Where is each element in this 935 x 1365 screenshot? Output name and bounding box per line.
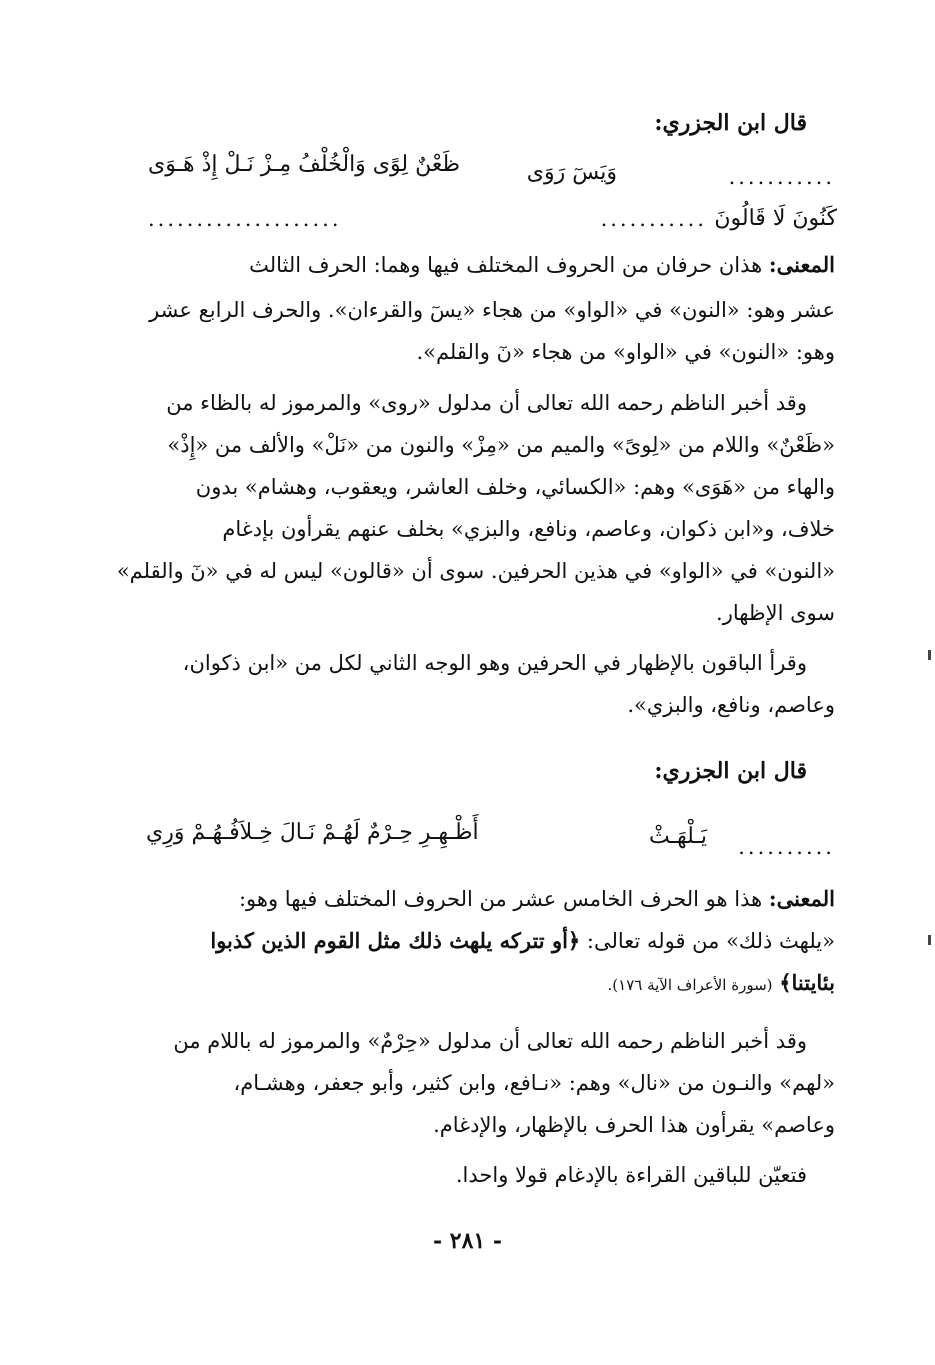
quran-quote: ﴿أو تتركه يلهث ذلك مثل القوم الذين كذبوا	[210, 928, 581, 953]
verse-line2-text: كَنُونَ لَا قَالُونَ	[714, 206, 837, 231]
page-number: - ٢٨١ -	[432, 1228, 503, 1254]
verse-line2-dots-right: ...........	[600, 207, 707, 231]
paragraph-line: فتعيّن للباقين القراءة بالإدغام قولا واحدا.	[455, 1163, 807, 1187]
meaning-label: المعنى:	[768, 886, 835, 911]
scan-mark	[928, 935, 931, 945]
verse-hemistich-left: أَظْـهِـرِ حِـرْمٌ لَهُـمْ نَـالَ خِـلاَفُـهُـمْ وَرِي	[146, 820, 479, 845]
section-heading-ibn-al-jazari: قال ابن الجزري:	[654, 758, 807, 784]
scan-mark	[928, 650, 931, 660]
paragraph-line	[210, 926, 835, 956]
paragraph-line: سوى الإظهار.	[716, 601, 835, 625]
meaning-paragraph-line	[239, 884, 835, 914]
paragraph-line: عشر وهو: «النون» في «الواو» من هجاء «يسٓ والقرءان». والحرف الرابع عشر	[149, 298, 835, 322]
section-heading-ibn-al-jazari: قال ابن الجزري:	[654, 110, 807, 136]
meaning-text: هذا هو الحرف الخامس عشر من الحروف المختلف فيها وهو:	[238, 887, 763, 911]
paragraph-line: خلاف، و«ابن ذكوان، وعاصم، ونافع، والبزي» بخلف عنهم يقرأون بإدغام	[222, 517, 835, 541]
meaning-paragraph-line	[249, 250, 835, 280]
verse-dots: ..........	[738, 835, 835, 859]
paragraph-line: وعاصم» يقرأون هذا الحرف بالإظهار، والإدغام.	[433, 1113, 835, 1137]
paragraph-line: وهو: «النون» في «الواو» من هجاء «نٓ والقلم».	[416, 340, 835, 364]
paragraph-line: «النون» في «الواو» في هذين الحرفين. سوى أن «قالون» ليس له في «نٓ والقلم»	[116, 559, 835, 583]
paragraph-line: وقد أخبر الناظم رحمه الله تعالى أن مدلول «حِرْمٌ» والمرموز له باللام من	[173, 1029, 807, 1053]
paragraph-line: وقد أخبر الناظم رحمه الله تعالى أن مدلول «روى» والمرموز له بالظاء من	[166, 391, 807, 415]
quote-intro: «يلهث ذلك» من قوله تعالى:	[586, 929, 835, 953]
paragraph-line: «لهم» والنـون من «نال» وهم: «نـافع، وابن كثير، وأبو جعفر، وهشـام،	[233, 1071, 835, 1095]
paragraph-line: «ظَعْنٌ» واللام من «لِوىً» والميم من «مِزْ» والنون من «نَلْ» والألف من «إِذْ»	[167, 433, 835, 457]
paragraph-line: وقرأ الباقون بالإظهار في الحرفين وهو الوجه الثاني لكل من «ابن ذكوان،	[182, 651, 807, 675]
verse-hemistich-left: ظَعْنٌ لِوًى وَالْخُلْفُ مِـزْ نَـلْ إِذْ هَـوَى	[148, 152, 460, 177]
paragraph-line: والهاء من «هَوَى» وهم: «الكسائي، وخلف العاشر، ويعقوب، وهشام» بدون	[195, 475, 835, 499]
verse-dots: ...........	[728, 165, 835, 189]
paragraph-line	[608, 968, 835, 1000]
verse-hemistich-right: وَيَسٓ رَوَى	[526, 160, 617, 185]
verse-hemistich-right: يَـلْهَـثْ	[648, 824, 707, 849]
meaning-label: المعنى:	[768, 252, 835, 277]
paragraph-line: وعاصم، ونافع، والبزي».	[627, 693, 835, 717]
surah-reference: (سورة الأعراف الآية ١٧٦).	[607, 976, 773, 994]
verse-line2-dots-left: ....................	[148, 207, 342, 231]
quran-quote-end: بئايتنا﴾	[779, 970, 835, 995]
meaning-text: هذان حرفان من الحروف المختلف فيها وهما: الحرف الثالث	[249, 253, 763, 277]
